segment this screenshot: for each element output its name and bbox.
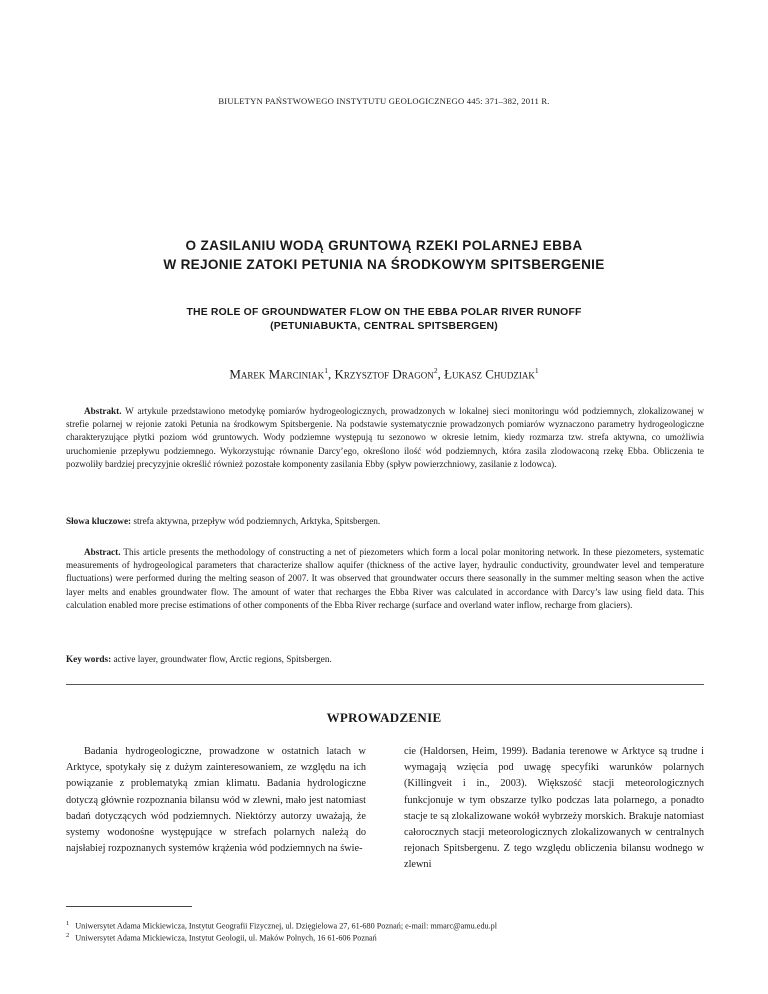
- footnote-rule: [66, 906, 192, 907]
- author-affiliation-mark: 1: [534, 366, 539, 375]
- author-name: Marek Marciniak: [229, 366, 325, 382]
- abstract-polish-text: W artykule przedstawiono metodykę pomiarów hydrogeologicznych, prowadzonych w lokalnej sieci monitoringu wód podziemnych, zlokalizowanej w strefie polarnej w rejonie zatoki Petunia na środkowym Spitsbergenie. Na podstawie systematycznie prowadzonych pomiarów wyznaczono parametry hydrogeologiczne charakteryzujące płytki poziom wód gruntowych. Wody podziemne występują tu sezonowo w okresie letnim, kiedy rozmarza tzw. strefa aktywna, co umożliwia uruchomienie przepływu podziemnego. Wykorzystując równanie Darcy’ego, określono ilość wód podziemnych, która zasila zlodowaconą rzekę Ebba. Obliczenia te pozwoliły bardziej precyzyjnie określić również pozostałe komponenty zasilania Ebby (spływ powierzchniowy, zasilanie z lodowca).: [66, 406, 704, 469]
- body-column-left: Badania hydrogeologiczne, prowadzone w ostatnich latach w Arktyce, spotykały się z dużym zainteresowaniem, ze względu na ich powiązanie z problematyką zmian klimatu. Badania hydrologiczne dotyczą głównie rozpoznania bilansu wód w zlewni, mało jest natomiast badań dotyczących wód podziemnych. Niektórzy autorzy uważają, że systemy wodonośne występujące w strefach polarnych należą do najsłabiej rozpoznanych systemów krążenia wód podziemnych na świe-: [66, 746, 366, 855]
- footnote-text: Uniwersytet Adama Mickiewicza, Instytut Geologii, ul. Maków Polnych, 16 61-606 Poznań: [75, 933, 377, 943]
- section-divider: [66, 684, 704, 685]
- title-polish-line-1: O ZASILANIU WODĄ GRUNTOWĄ RZEKI POLARNEJ EBBA: [185, 238, 583, 253]
- abstract-english: [66, 546, 704, 612]
- author-name: Krzysztof Dragon: [334, 366, 434, 382]
- footnote-text: Uniwersytet Adama Mickiewicza, Instytut Geografii Fizycznej, ul. Dzięgielowa 27, 61-680 Poznań; e-mail: mmarc@amu.edu.pl: [75, 921, 498, 931]
- footnote-number: 2: [66, 932, 70, 939]
- keywords-polish-text: strefa aktywna, przepływ wód podziemnych, Arktyka, Spitsbergen.: [131, 516, 381, 526]
- abstract-polish-label: Abstrakt.: [84, 406, 122, 416]
- title-english-line-1: THE ROLE OF GROUNDWATER FLOW ON THE EBBA POLAR RIVER RUNOFF: [186, 307, 582, 318]
- title-polish: [0, 236, 768, 274]
- keywords-english-label: Key words:: [66, 654, 112, 664]
- body-column-right: cie (Haldorsen, Heim, 1999). Badania terenowe w Arktyce są trudne i wymagają wzięcia pod uwagę specyfiki warunków polarnych (Killingveit i in., 2003). Większość stacji meteorologicznych funkcjonuje w tym obszarze tylko podczas lata polarnego, a ponadto stacje te są zlokalizowane wokół wybrzeży morskich. Brakuje natomiast całorocznych stacji meteorologicznych zlokalizowanych w centralnych rejonach Spitsbergenu. Z tego względu obliczenia bilansu wodnego w zlewni: [404, 746, 704, 871]
- title-polish-line-2: W REJONIE ZATOKI PETUNIA NA ŚRODKOWYM SPITSBERGENIE: [163, 257, 605, 272]
- section-heading: WPROWADZENIE: [326, 710, 442, 725]
- footnote-number: 1: [66, 920, 70, 927]
- keywords-english: [66, 653, 704, 666]
- author-list: Marek Marciniak$^1$, Krzysztof Dragon$^2$, Łukasz Chudziak$^1$: [229, 366, 539, 382]
- author-affiliation-mark: 1: [324, 366, 328, 375]
- footnote-2: [66, 930, 726, 944]
- keywords-polish: [66, 515, 704, 528]
- author-affiliation-mark: 2: [433, 366, 438, 375]
- abstract-english-label: Abstract.: [84, 547, 121, 557]
- abstract-polish: [66, 405, 704, 471]
- title-english-line-2: (PETUNIABUKTA, CENTRAL SPITSBERGEN): [270, 321, 498, 332]
- keywords-english-text: active layer, groundwater flow, Arctic regions, Spitsbergen.: [111, 654, 332, 664]
- author-name: Łukasz Chudziak: [444, 366, 535, 382]
- running-head: BIULETYN PAŃSTWOWEGO INSTYTUTU GEOLOGICZNEGO 445: 371–382, 2011 R.: [218, 96, 550, 106]
- title-english: [0, 306, 768, 334]
- keywords-polish-label: Słowa kluczowe:: [66, 516, 132, 526]
- abstract-english-text: This article presents the methodology of constructing a net of piezometers which form a local polar monitoring network. In these piezometers, systematic measurements of hydrogeological parameters that characterize shallow aquifer (thickness of the active layer, hydraulic conductivity, groundwater level and temperature fluctuations) were performed during the melting season of 2007. It was observed that groundwater occurs there seasonally in the summer melting season when the active layer melts and enables groundwater flow. The amount of water that recharges the Ebba River was calculated in accordance with Darcy’s law using field data. This calculation enabled more precise estimations of other components of the Ebba River recharge (surface and overland water inflow, recharge from glaciers).: [66, 547, 704, 610]
